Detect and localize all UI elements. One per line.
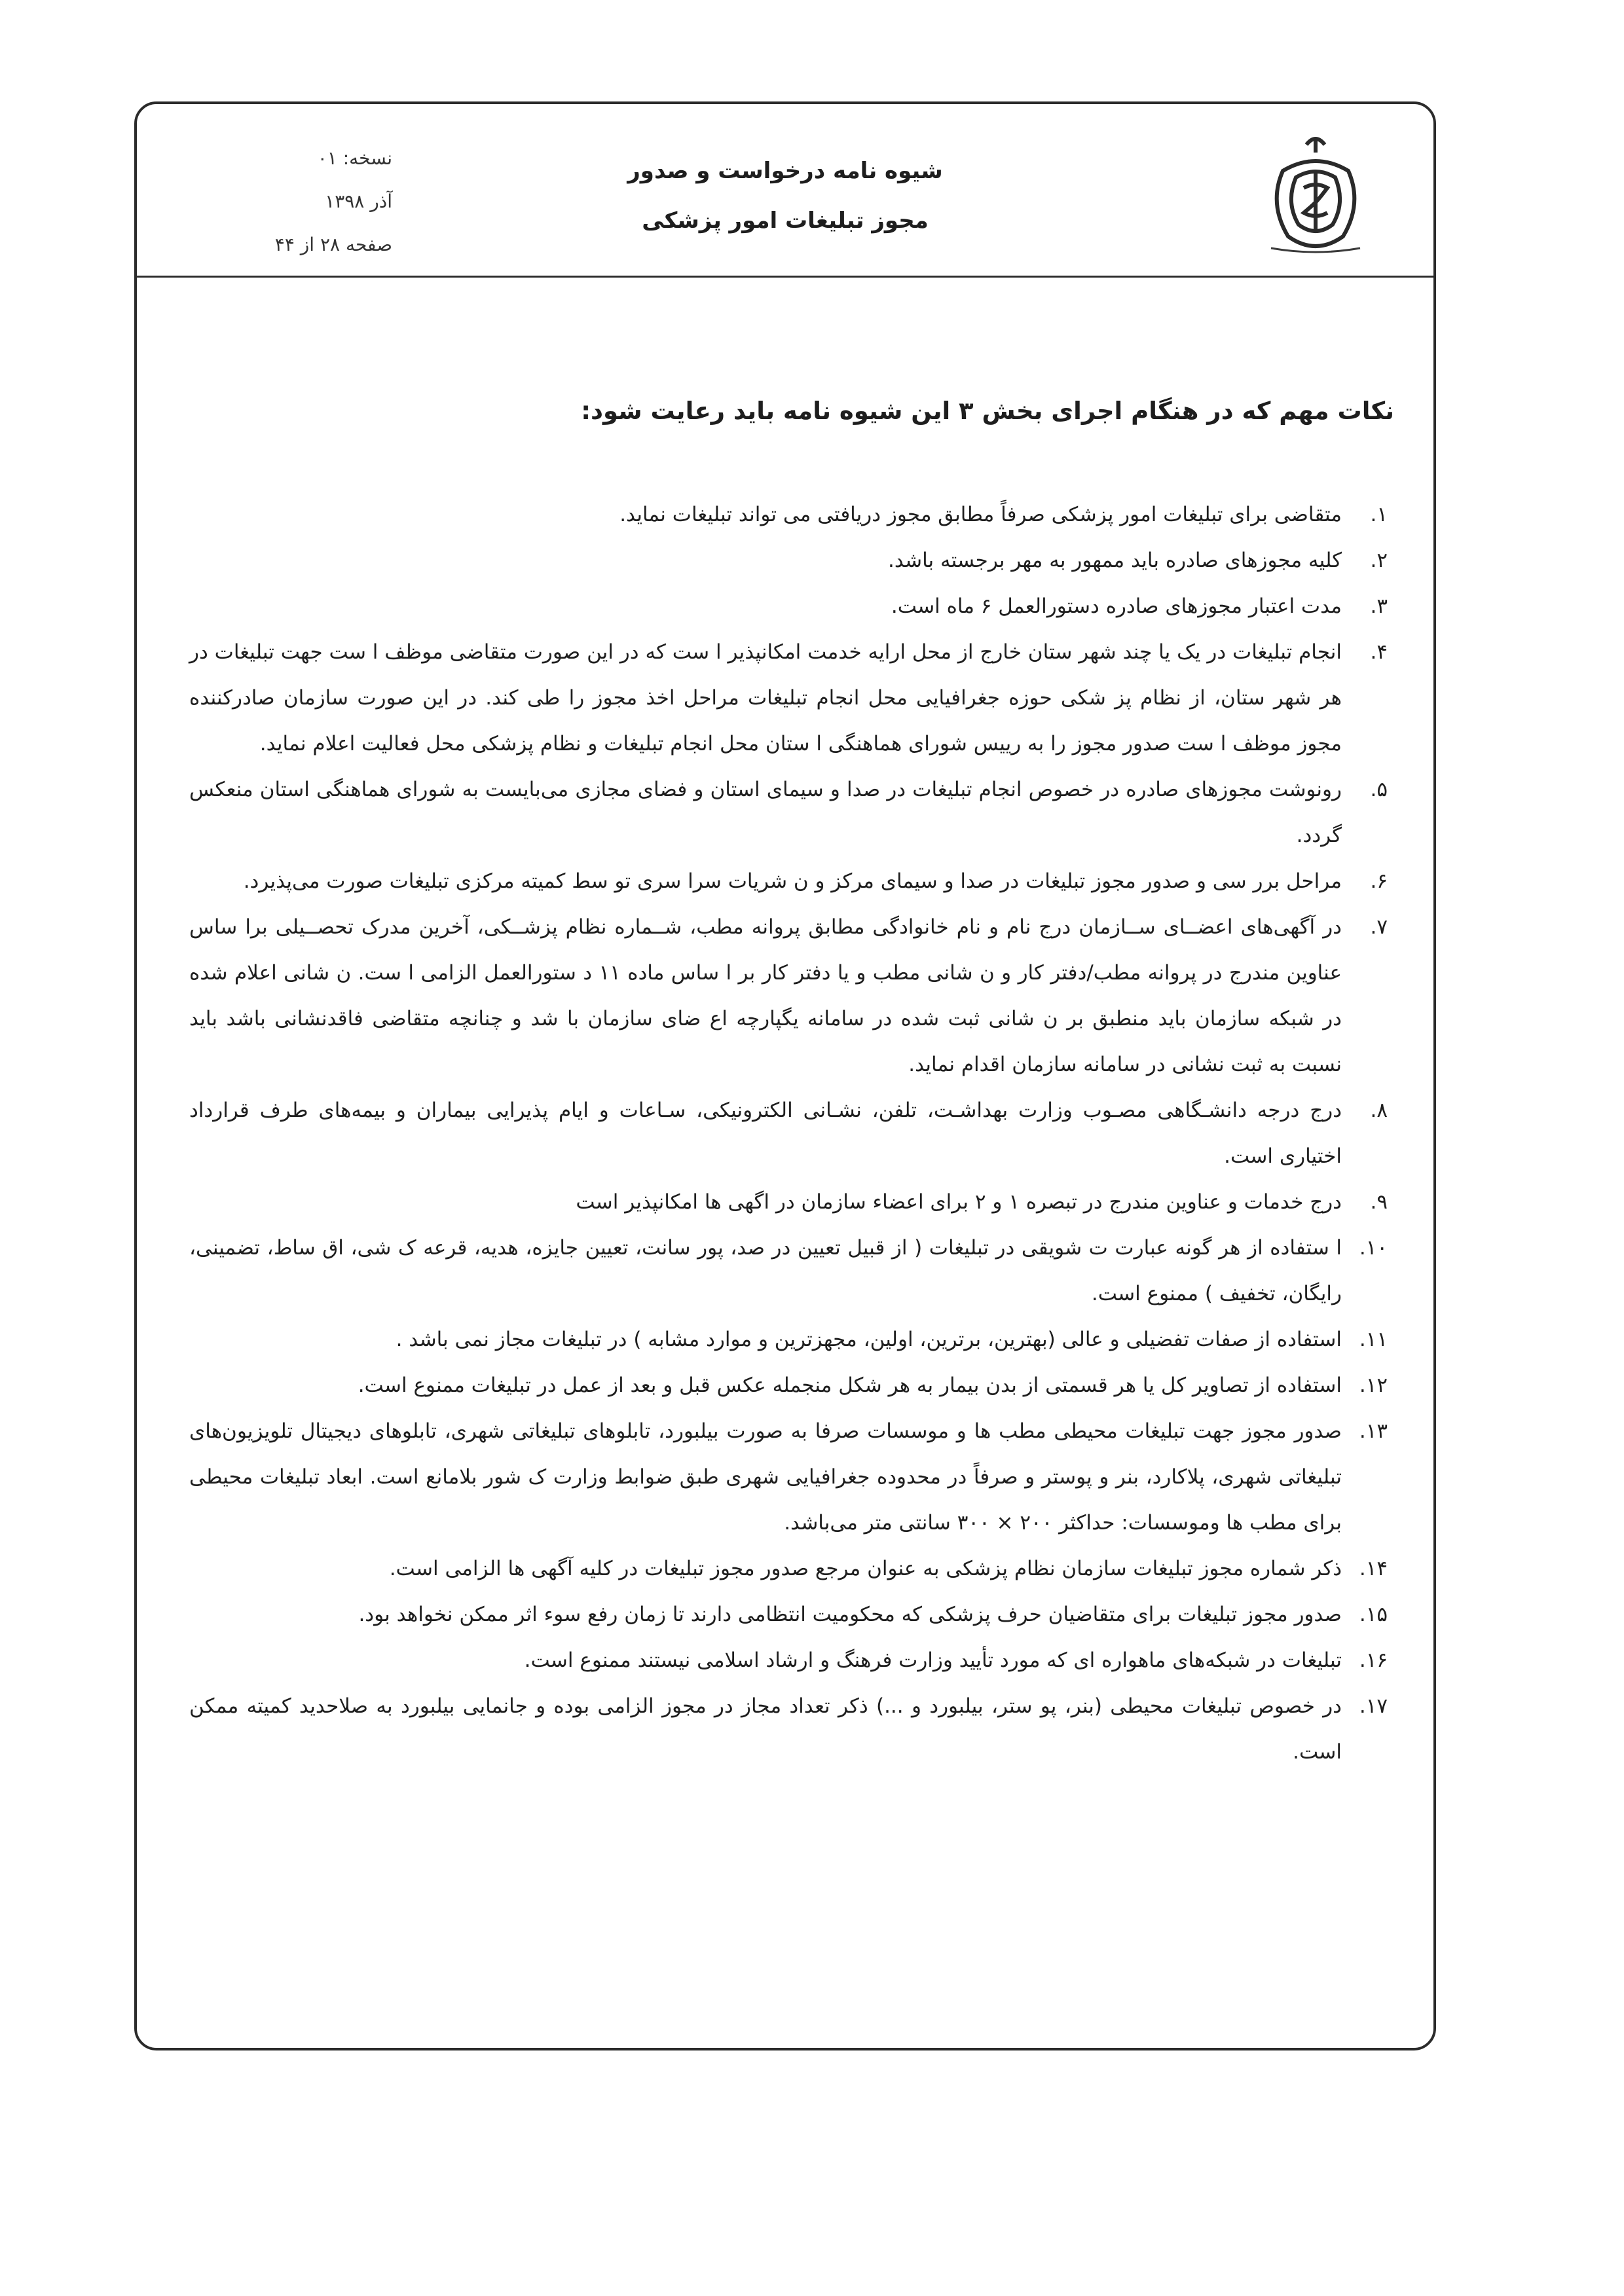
page-frame [134, 101, 1436, 2050]
document-title-line-1: شیوه نامه درخواست و صدور [627, 158, 943, 184]
item-text: درج درجه دانشـگاهی مصـوب وزارت بهداشـت، تلفن، نشـانی الکترونیکی، سـاعات و ایام پذیرایی بیماران و بیمه‌های طرف قرارداد اختیاری است. [189, 1099, 1342, 1168]
list-item [189, 629, 1388, 767]
item-text: متقاضی برای تبلیغات امور پزشکی صرفاً مطابق مجوز دریافتی می تواند تبلیغات نماید. [619, 503, 1342, 526]
item-number: ۵. [1370, 778, 1388, 801]
document-title [504, 146, 1067, 246]
item-number: ۲. [1370, 549, 1388, 572]
list-item [189, 1637, 1388, 1683]
item-number: ۹. [1370, 1190, 1388, 1214]
item-number: ۱۲. [1359, 1374, 1388, 1397]
list-item [189, 1546, 1388, 1592]
list-item [189, 858, 1388, 904]
list-item [189, 1683, 1388, 1775]
list-item [189, 1592, 1388, 1637]
item-text: ا ستفاده از هر گونه عبارت ت شویقی در تبلیغات ( از قبیل تعیین در صد، پور سانت، تعیین جایزه، هدیه، قرعه ک شی، اق ساط، تضمینی، رایگان، تخفیف ) ممنوع است. [189, 1236, 1342, 1305]
item-text: رونوشت مجوزهای صادره در خصوص انجام تبلیغات در صدا و سیمای استان و فضای مجازی می‌بایست به شورای هماهنگی استان منعکس گردد. [189, 778, 1342, 847]
item-number: ۳. [1370, 594, 1388, 618]
rules-list [189, 492, 1388, 1775]
item-number: ۱۰. [1359, 1236, 1388, 1260]
item-number: ۱۷. [1359, 1694, 1388, 1718]
document-title-line-2: مجوز تبلیغات امور پزشکی [642, 208, 929, 234]
list-item [189, 492, 1388, 538]
item-number: ۶. [1370, 869, 1388, 893]
date-label: آذر ۱۳۹۸ [325, 191, 392, 212]
item-text: صدور مجوز جهت تبلیغات محیطی مطب ها و موسسات صرفا به صورت بیلبورد، تابلوهای تبلیغاتی شهری، تابلوهای دیجیتال تلویزیون‌های تبلیغاتی شهری، پلاکارد، بنر و پوستر و صرفاً در محدوده جغرافیایی شهری طبق ضوابط وزارت ک شور بلامانع است. ابعاد تبلیغات محیطی برای مطب ها وموسسات: حداکثر ۲۰۰ × ۳۰۰ سانتی متر می‌باشد. [189, 1419, 1342, 1535]
document-meta [176, 137, 392, 266]
item-text: مدت اعتبار مجوزهای صادره دستورالعمل ۶ ماه است. [891, 594, 1342, 618]
item-number: ۱۱. [1359, 1328, 1388, 1351]
list-item [189, 904, 1388, 1087]
page-number-label: صفحه ۲۸ از ۴۴ [274, 234, 392, 255]
item-number: ۷. [1370, 915, 1388, 939]
item-text: مراحل برر سی و صدور مجوز تبلیغات در صدا و سیمای مرکز و ن شریات سرا سری تو سط کمیته مرکزی تبلیغات صورت می‌پذیرد. [243, 869, 1342, 893]
item-text: استفاده از صفات تفضیلی و عالی (بهترین، برترین، اولین، مجهزترین و موارد مشابه ) در تبلیغات مجاز نمی باشد . [396, 1328, 1342, 1351]
item-text: انجام تبلیغات در یک یا چند شهر ستان خارج از محل ارایه خدمت امکانپذیر ا ست که در این صورت متقاضی موظف ا ست جهت تبلیغات در هر شهر ستان، از نظام پز شکی حوزه جغرافیایی محل انجام تبلیغات مراحل اخذ مجوز را طی کند. در این صورت سازمان صادرکننده مجوز موظف ا ست صدور مجوز را به رییس شورای هماهنگی ا ستان محل انجام تبلیغات و نظام پزشکی محل فعالیت اعلام نماید. [189, 640, 1342, 756]
item-text: تبلیغات در شبکه‌های ماهواره ای که مورد تأیید وزارت فرهنگ و ارشاد اسلامی نیستند ممنوع است. [524, 1649, 1342, 1672]
item-text: در آگهی‌های اعضــای ســازمان درج نام و نام خانوادگی مطابق پروانه مطب، شــماره نظام پزشــکی، آخرین مدرک تحصــیلی برا ساس عناوین مندرج در پروانه مطب/دفتر کار و ن شانی مطب و یا دفتر کار بر ا ساس ماده ۱۱ د ستورالعمل الزامی ا ست. ن شانی اعلام شده در شبکه سازمان باید منطبق بر ن شانی ثبت شده در سامانه یگپارچه اع ضای سازمان با شد و چنانچه متقاضی فاقدنشانی باشد باید نسبت به ثبت نشانی در سامانه سازمان اقدام نماید. [189, 915, 1342, 1076]
version-label: نسخه: ۰۱ [317, 147, 392, 169]
item-number: ۱۴. [1359, 1557, 1388, 1580]
list-item [189, 1179, 1388, 1225]
list-item [189, 767, 1388, 858]
list-item [189, 1408, 1388, 1546]
list-item [189, 1087, 1388, 1179]
item-number: ۴. [1370, 640, 1388, 664]
section-title: نکات مهم که در هنگام اجرای بخش ۳ این شیوه نامه باید رعایت شود: [581, 397, 1394, 425]
item-number: ۱۶. [1359, 1649, 1388, 1672]
document-header [137, 104, 1433, 278]
item-text: صدور مجوز تبلیغات برای متقاضیان حرف پزشکی که محکومیت انتظامی دارند تا زمان رفع سوء اثر ممکن نخواهد بود. [358, 1603, 1342, 1626]
list-item [189, 1362, 1388, 1408]
item-text: استفاده از تصاویر کل یا هر قسمتی از بدن بیمار به هر شکل منجمله عکس قبل و بعد از عمل در تبلیغات ممنوع است. [358, 1374, 1342, 1397]
item-text: ذکر شماره مجوز تبلیغات سازمان نظام پزشکی به عنوان مرجع صدور مجوز تبلیغات در کلیه آگهی ها الزامی است. [389, 1557, 1342, 1580]
item-text: کلیه مجوزهای صادره باید ممهور به مهر برجسته باشد. [888, 549, 1342, 572]
item-text: در خصوص تبلیغات محیطی (بنر، پو ستر، بیلبورد و ...) ذکر تعداد مجاز در مجوز الزامی بوده و جانمایی بیلبورد به صلاحدید کمیته ممکن است. [189, 1694, 1342, 1764]
item-number: ۸. [1370, 1099, 1388, 1122]
medical-council-logo-icon [1257, 125, 1375, 259]
list-item [189, 1317, 1388, 1362]
item-number: ۱. [1370, 503, 1388, 526]
item-text: درج خدمات و عناوین مندرج در تبصره ۱ و ۲ برای اعضاء سازمان در اگهی ها امکانپذیر است [576, 1190, 1342, 1214]
list-item [189, 583, 1388, 629]
list-item [189, 538, 1388, 583]
item-number: ۱۵. [1359, 1603, 1388, 1626]
item-number: ۱۳. [1359, 1419, 1388, 1443]
list-item [189, 1225, 1388, 1317]
